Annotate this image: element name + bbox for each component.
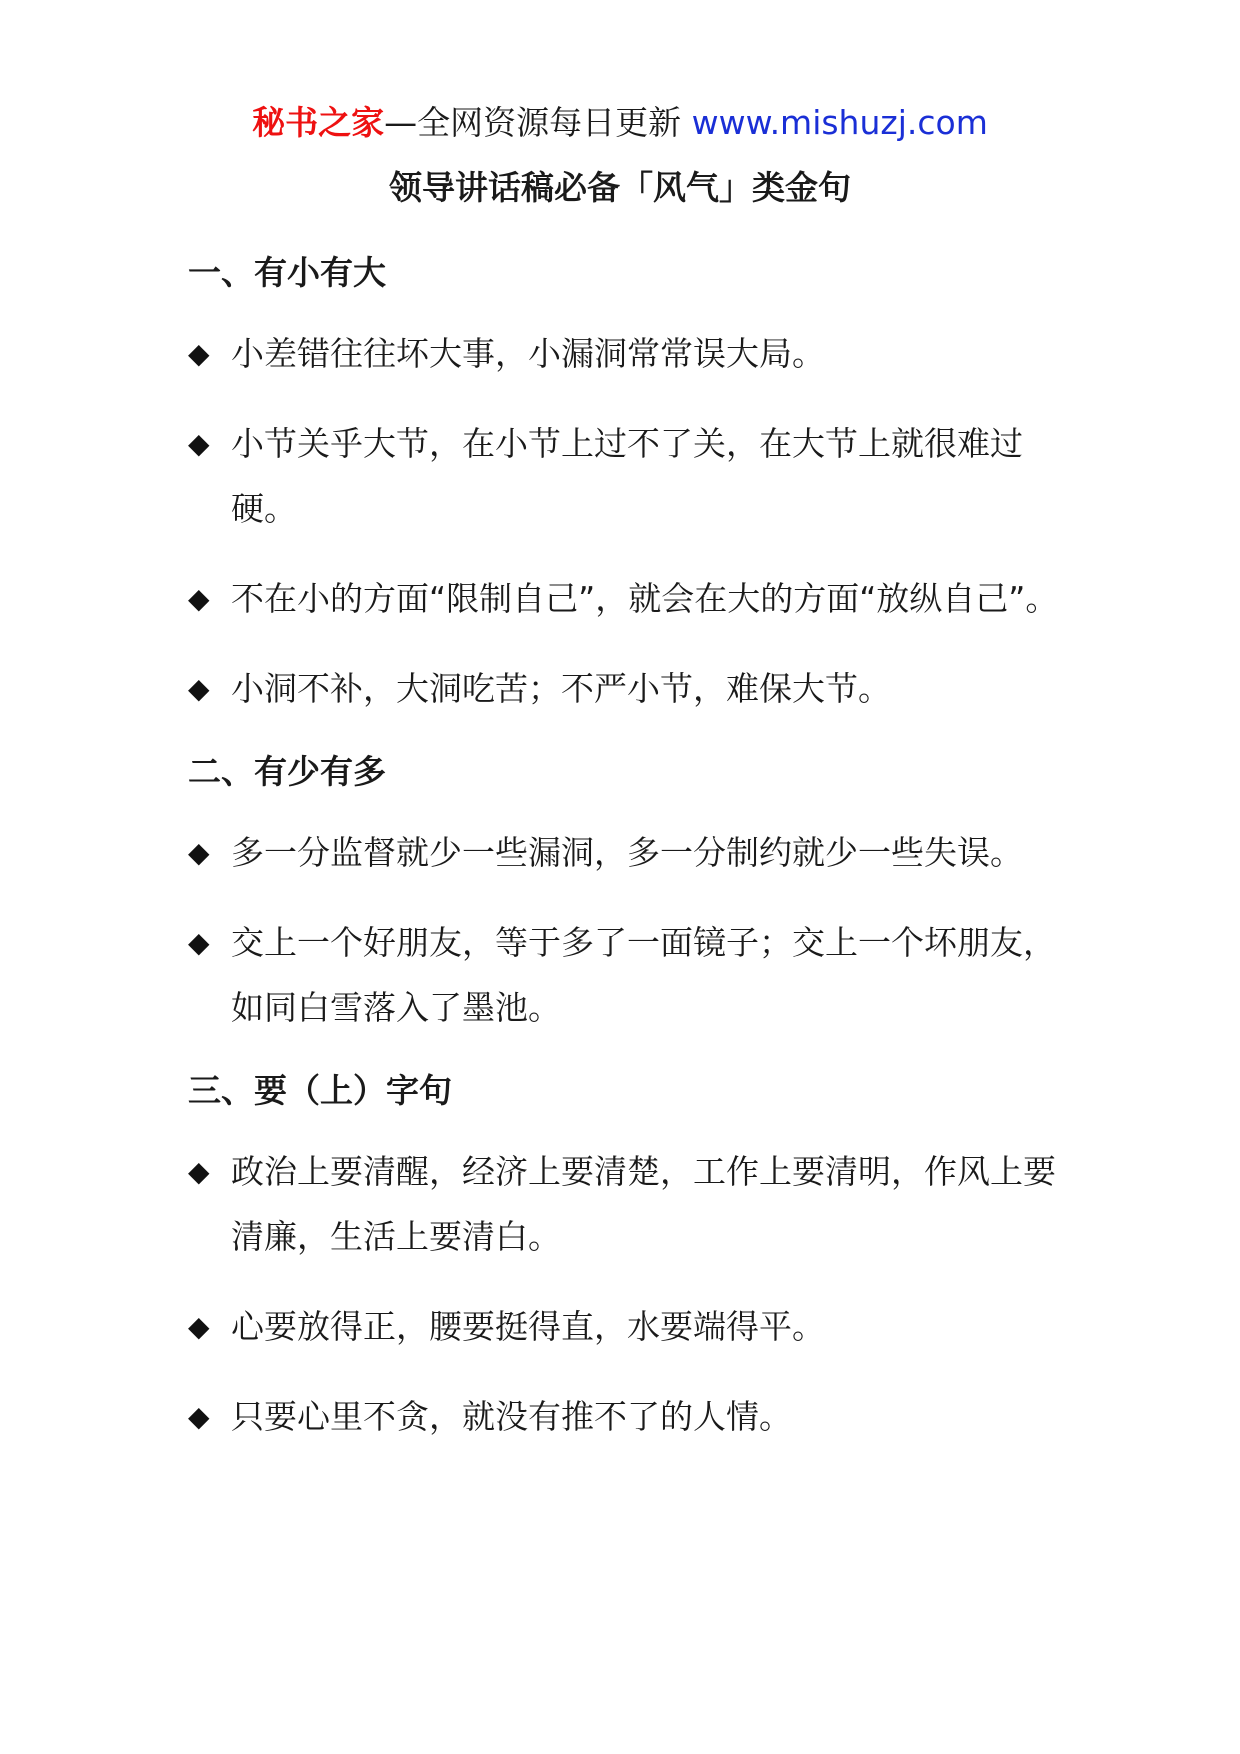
diamond-bullet-icon: ◆: [188, 1155, 210, 1188]
quote-text: 小洞不补，大洞吃苦；不严小节，难保大节。: [231, 669, 891, 708]
diamond-bullet-icon: ◆: [188, 672, 210, 705]
quote-text: 多一分监督就少一些漏洞，多一分制约就少一些失误。: [231, 833, 1023, 872]
document-title: 领导讲话稿必备「风气」类金句: [389, 168, 851, 207]
diamond-bullet-icon: ◆: [188, 582, 210, 615]
diamond-bullet-icon: ◆: [188, 1310, 210, 1343]
section-heading: 三、要（上）字句: [188, 1071, 452, 1110]
list-item: [188, 1139, 1068, 1269]
quote-list: [188, 321, 1068, 721]
diamond-bullet-icon: ◆: [188, 337, 210, 370]
quote-text: 心要放得正，腰要挺得直，水要端得平。: [231, 1307, 825, 1346]
quote-text: 不在小的方面“限制自己”，就会在大的方面“放纵自己”。: [231, 579, 1059, 618]
section-heading: 二、有少有多: [188, 752, 386, 791]
list-item: [188, 1294, 1068, 1359]
list-item: [188, 656, 1068, 721]
quote-text: 政治上要清醒，经济上要清楚，工作上要清明，作风上要清廉，生活上要清白。: [231, 1152, 1056, 1256]
site-url-link[interactable]: www.mishuzj.com: [691, 103, 988, 142]
quote-text: 小节关乎大节，在小节上过不了关，在大节上就很难过硬。: [231, 424, 1023, 528]
diamond-bullet-icon: ◆: [188, 836, 210, 869]
site-tagline: —全网资源每日更新: [384, 103, 692, 142]
list-item: [188, 820, 1068, 885]
document-body: [188, 250, 1068, 1449]
list-item: [188, 411, 1068, 541]
quote-list: [188, 1139, 1068, 1449]
site-header: [0, 100, 1240, 146]
section-heading: 一、有小有大: [188, 253, 386, 292]
quote-list: [188, 820, 1068, 1040]
diamond-bullet-icon: ◆: [188, 1400, 210, 1433]
diamond-bullet-icon: ◆: [188, 427, 210, 460]
list-item: [188, 321, 1068, 386]
quote-text: 交上一个好朋友，等于多了一面镜子；交上一个坏朋友，如同白雪落入了墨池。: [231, 923, 1056, 1027]
quote-text: 只要心里不贪，就没有推不了的人情。: [231, 1397, 792, 1436]
diamond-bullet-icon: ◆: [188, 926, 210, 959]
brand-name: 秘书之家: [252, 103, 385, 142]
quote-text: 小差错往往坏大事，小漏洞常常误大局。: [231, 334, 825, 373]
list-item: [188, 910, 1068, 1040]
list-item: [188, 566, 1068, 631]
list-item: [188, 1384, 1068, 1449]
